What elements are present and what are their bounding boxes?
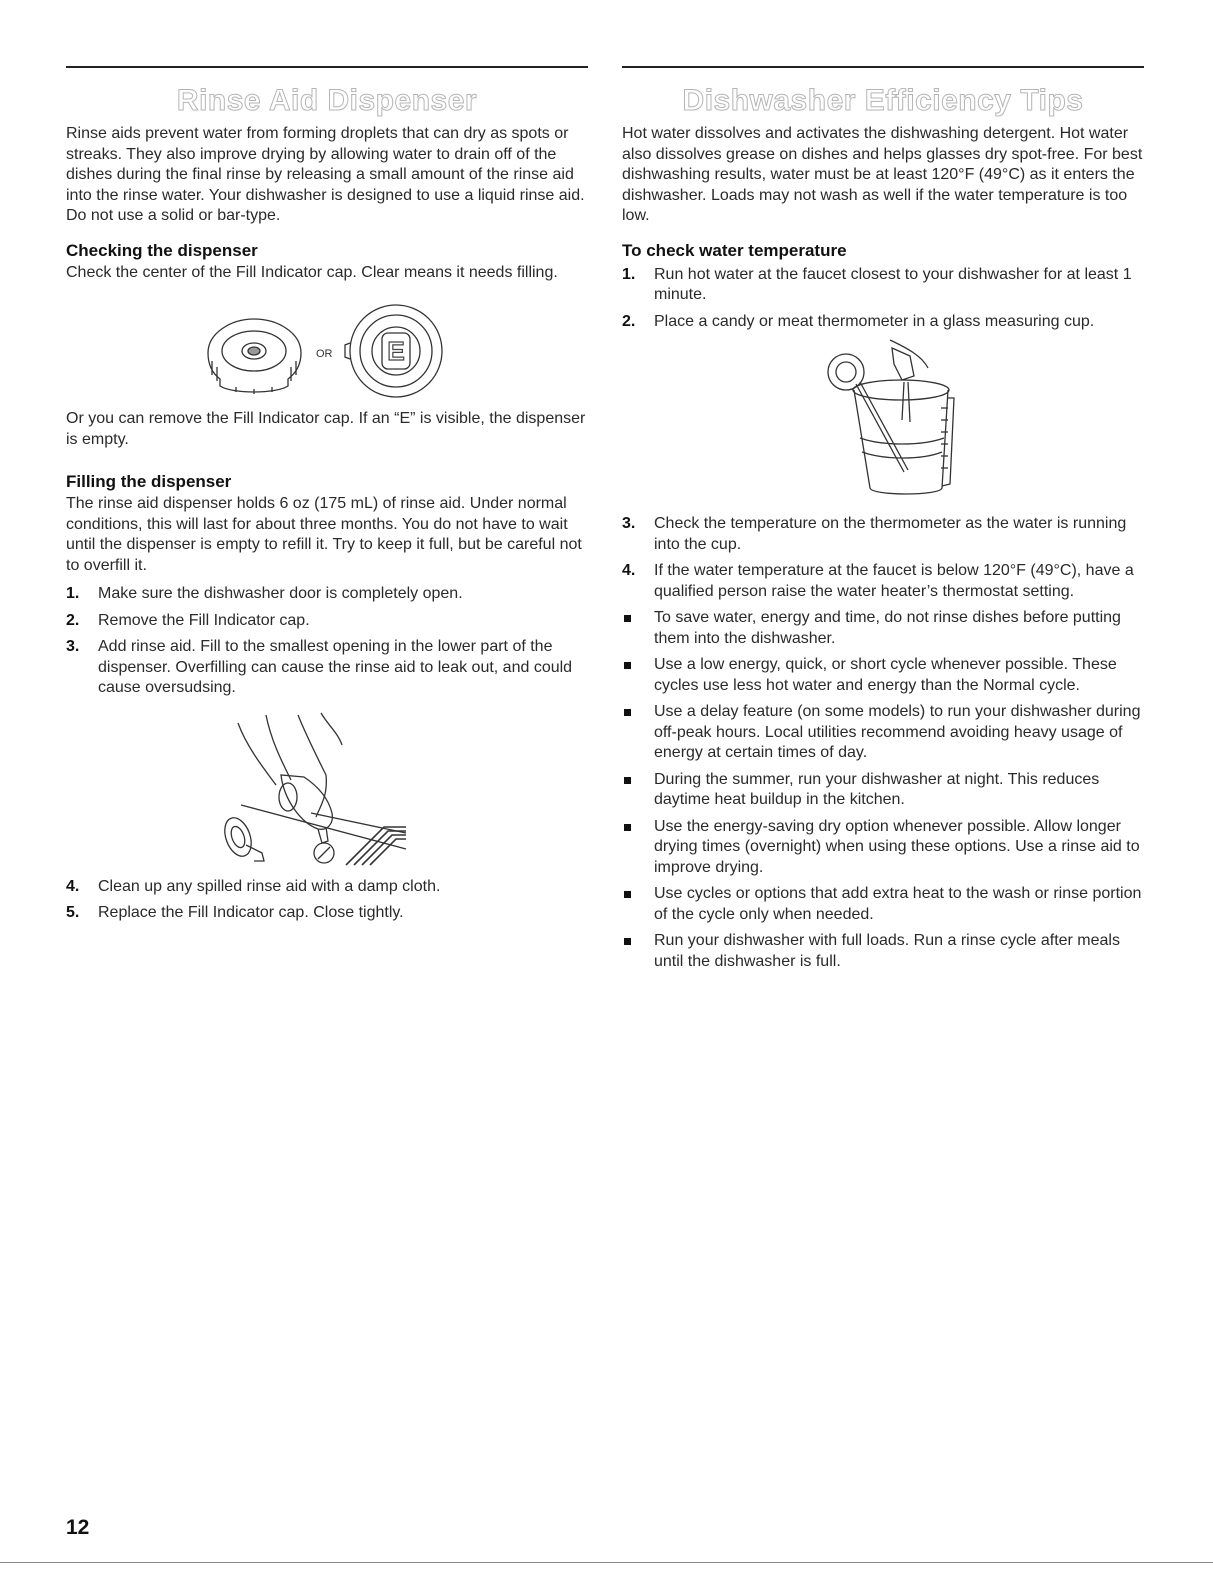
list-item: 3. Add rinse aid. Fill to the smallest opening in the lower part of the dispenser. Overfilling can cause the rinse aid to leak out, and could cause oversudsing. <box>66 638 573 696</box>
filling-steps-list-continued <box>66 877 588 924</box>
intro-paragraph: Rinse aids prevent water from forming droplets that can dry as spots or streaks. They also improve drying by allowing water to drain off of the dishes during the final rinse by releasing a small amount of the rinse aid into the rinse water. Your dishwasher is designed to use a liquid rinse aid. Do not use a solid or bar-type. <box>66 125 585 224</box>
list-item: To save water, energy and time, do not rinse dishes before putting them into the dishwasher. <box>622 608 1144 649</box>
dispenser-cap-icon <box>220 814 334 863</box>
rinse-aid-section <box>66 66 588 930</box>
efficiency-tips-list <box>622 608 1144 972</box>
list-item: Use a delay feature (on some models) to run your dishwasher during off-peak hours. Local utilities recommend avoiding heavy usage of energy at certain times of day. <box>622 702 1144 764</box>
square-bullet-icon <box>624 662 631 669</box>
list-item: 1. Make sure the dishwasher door is completely open. <box>66 585 463 602</box>
page-bottom-rule <box>0 1562 1213 1563</box>
square-bullet-icon <box>624 824 631 831</box>
fill-indicator-figure <box>66 291 588 403</box>
e-letter-label: E <box>387 336 405 366</box>
checking-paragraph: Check the center of the Fill Indicator cap. Clear means it needs filling. <box>66 263 558 281</box>
filling-steps-list <box>66 584 588 699</box>
list-item: 3. Check the temperature on the thermometer as the water is running into the cup. <box>622 515 1127 553</box>
temperature-steps-list-continued <box>622 514 1144 602</box>
square-bullet-icon <box>624 615 631 622</box>
pouring-rinse-aid-figure <box>66 705 588 867</box>
check-temperature-heading: To check water temperature <box>622 240 847 260</box>
list-item: 5. Replace the Fill Indicator cap. Close tightly. <box>66 904 404 921</box>
section-title: Dishwasher Efficiency Tips <box>682 84 1084 117</box>
page-number: 12 <box>66 1516 90 1539</box>
measuring-cup-figure <box>622 338 1144 506</box>
square-bullet-icon <box>624 777 631 784</box>
list-item: Use cycles or options that add extra heat to the wash or rinse portion of the cycle only when needed. <box>622 884 1144 925</box>
list-item: Use a low energy, quick, or short cycle whenever possible. These cycles use less hot water and energy than the Normal cycle. <box>622 655 1144 696</box>
section-rule <box>622 66 1144 68</box>
square-bullet-icon <box>624 938 631 945</box>
list-item: During the summer, run your dishwasher at night. This reduces daytime heat buildup in the kitchen. <box>622 770 1144 811</box>
remove-cap-paragraph: Or you can remove the Fill Indicator cap. If an “E” is visible, the dispenser is empty. <box>66 410 586 448</box>
temperature-steps-list <box>622 265 1144 333</box>
list-item: 4. Clean up any spilled rinse aid with a damp cloth. <box>66 877 441 895</box>
fill-indicator-cap-icon <box>208 319 301 394</box>
intro-paragraph: Hot water dissolves and activates the dishwashing detergent. Hot water also dissolves grease on dishes and helps glasses dry spot-free. For best dishwashing results, water must be at least 120°F (49°C) as it enters the dishwasher. Loads may not wash as well if the water temperature is too low. <box>622 125 1143 224</box>
list-item: 4. If the water temperature at the faucet is below 120°F (49°C), have a qualified person raise the water heater’s thermostat setting. <box>622 562 1134 600</box>
list-item: 2. Remove the Fill Indicator cap. <box>66 611 310 629</box>
square-bullet-icon <box>624 709 631 716</box>
efficiency-tips-section <box>622 66 1144 978</box>
list-item: 2. Place a candy or meat thermometer in a glass measuring cup. <box>622 312 1095 330</box>
list-item: Use the energy-saving dry option whenever possible. Allow longer drying times (overnight) when using these options. Use a rinse aid to improve drying. <box>622 817 1144 879</box>
square-bullet-icon <box>624 891 631 898</box>
or-label: OR <box>316 348 333 360</box>
section-title: Rinse Aid Dispenser <box>176 84 478 117</box>
filling-heading: Filling the dispenser <box>66 472 232 491</box>
hand-bottle-icon <box>238 713 406 849</box>
list-item: 1. Run hot water at the faucet closest to your dishwasher for at least 1 minute. <box>622 265 1132 303</box>
list-item: Run your dishwasher with full loads. Run a rinse cycle after meals until the dishwasher is full. <box>622 931 1144 972</box>
section-rule <box>66 66 588 68</box>
filling-paragraph: The rinse aid dispenser holds 6 oz (175 mL) of rinse aid. Under normal conditions, this will last for about three months. You do not have to wait until the dispenser is empty to refill it. Try to keep it full, but be careful not to overfill it. <box>66 495 582 574</box>
checking-heading: Checking the dispenser <box>66 240 258 260</box>
